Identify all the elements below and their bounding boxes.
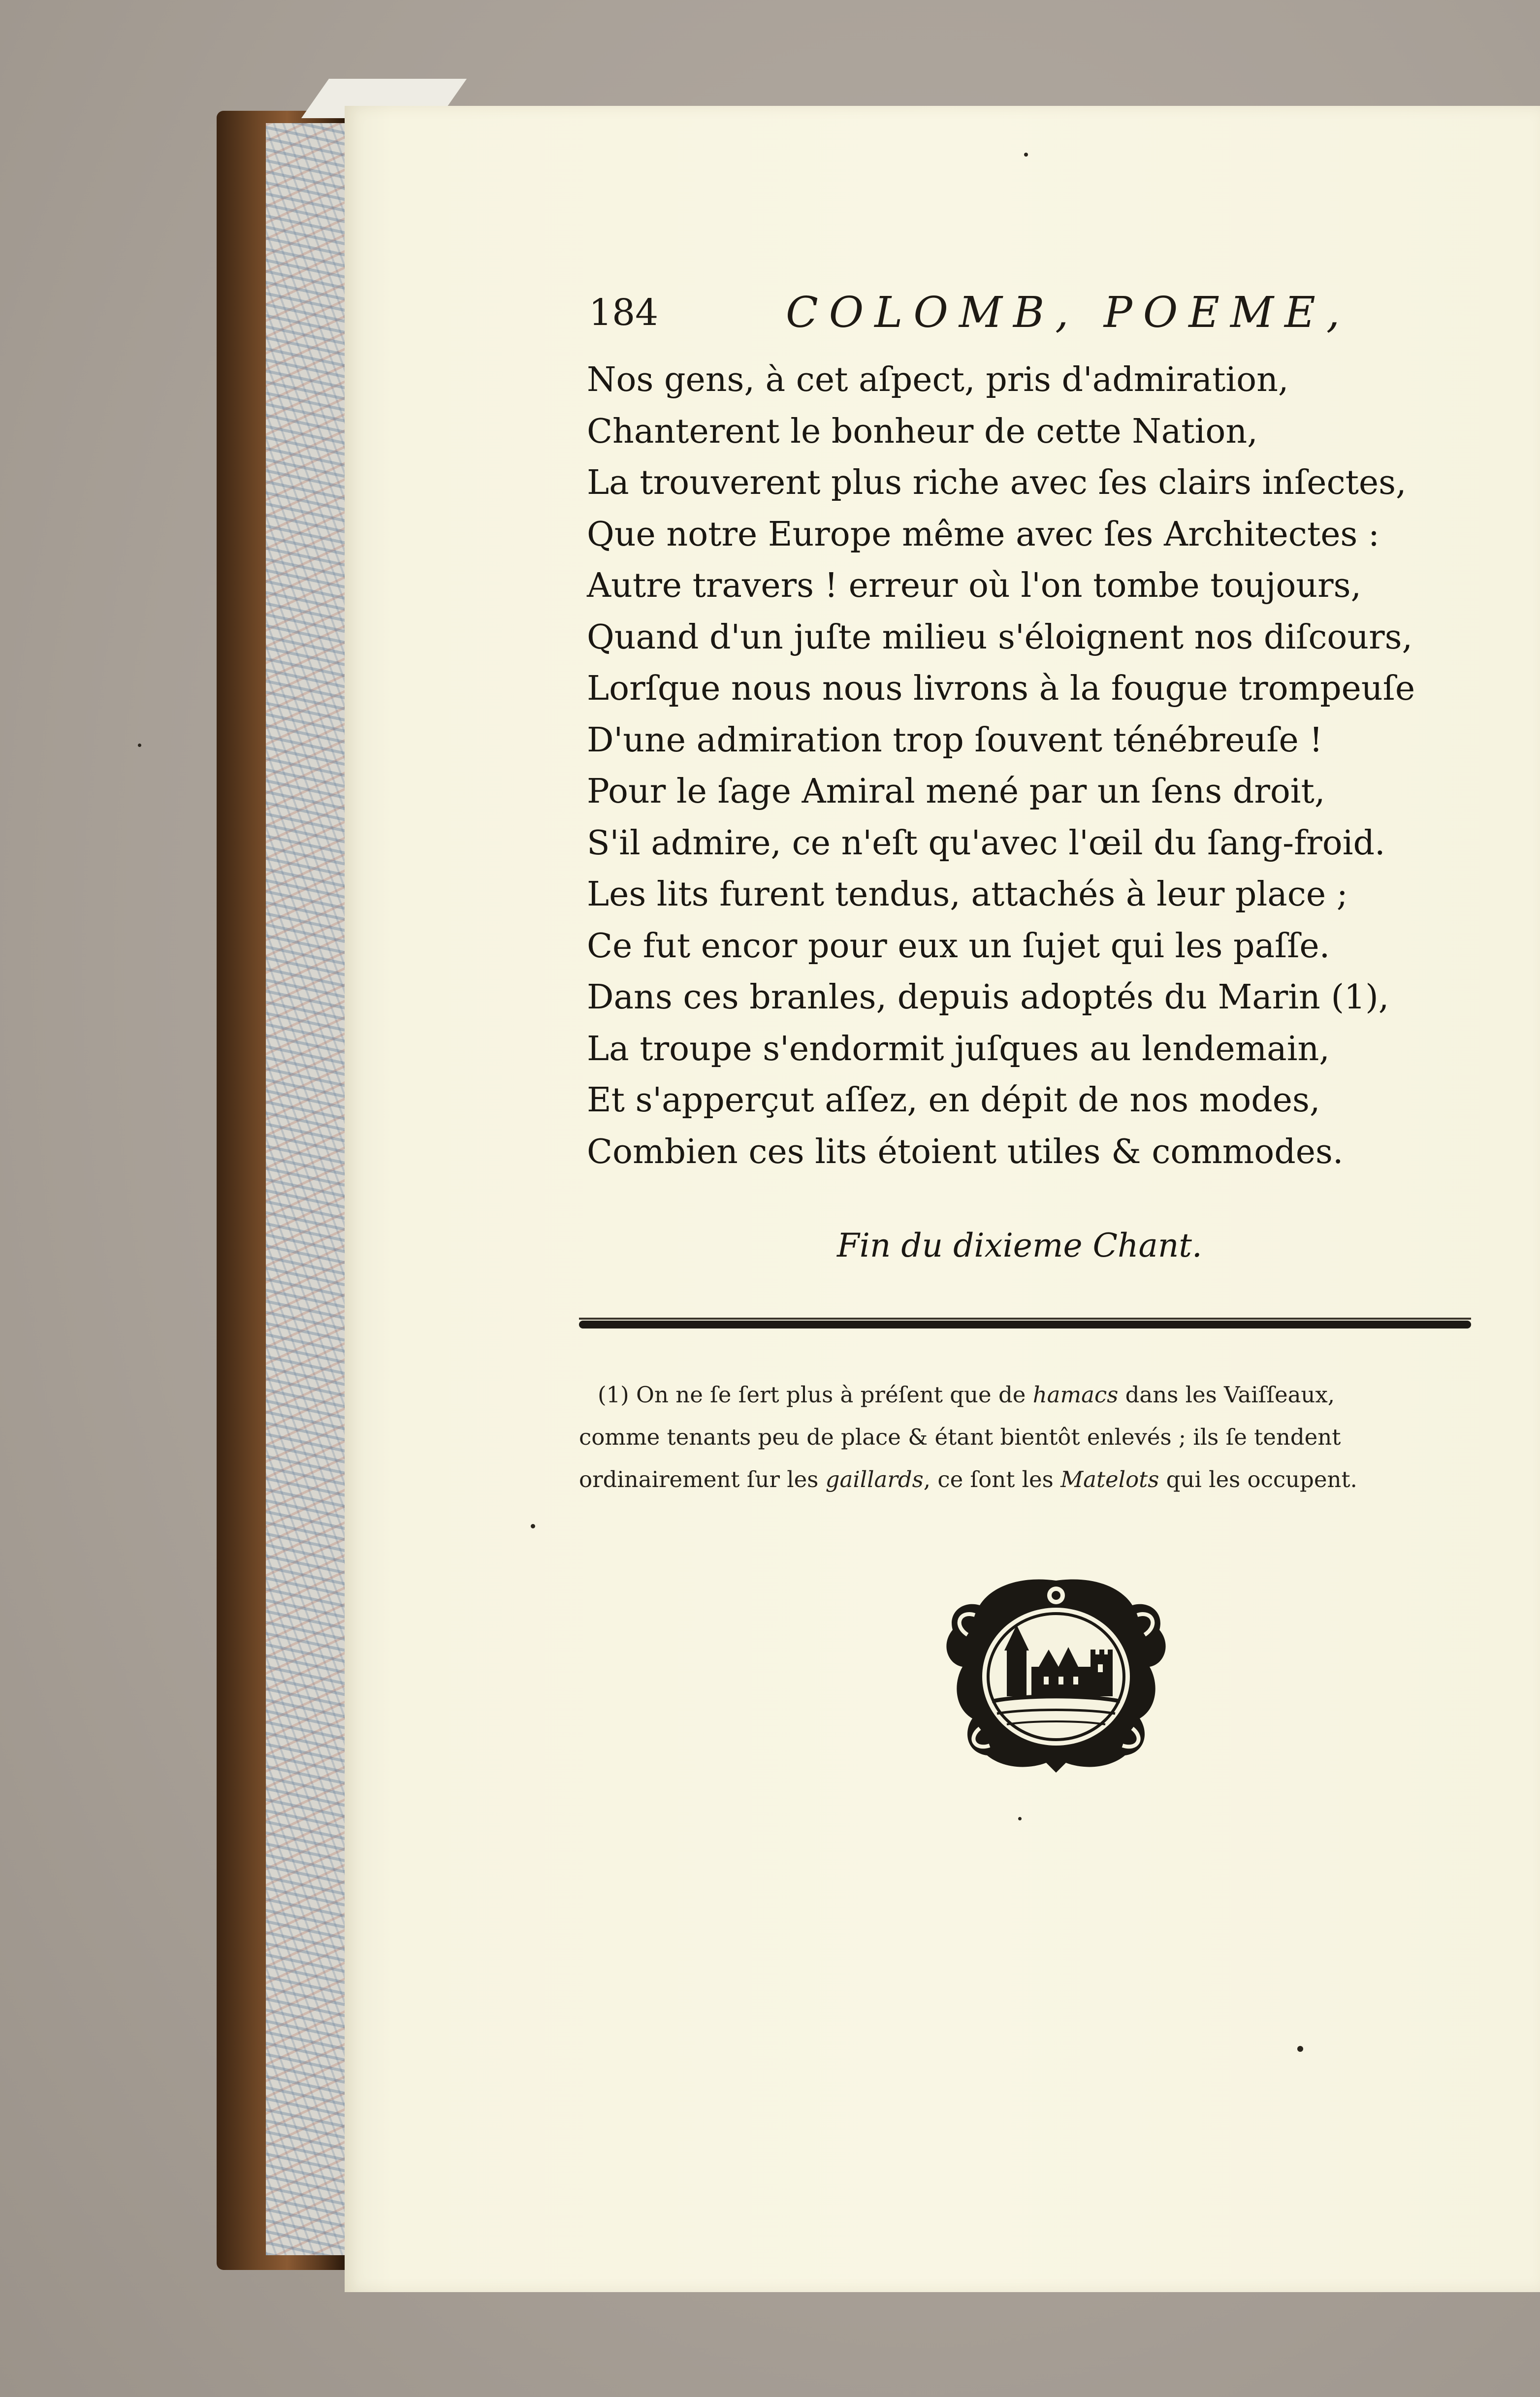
footnote-line	[579, 1374, 1480, 1416]
verse-line: La trouverent plus riche avec ſes clairs inſectes,	[587, 463, 1407, 502]
verse-line: Autre travers ! erreur où l'on tombe toujours,	[587, 566, 1362, 605]
ink-speck	[138, 744, 141, 747]
verse-line: Lorſque nous nous livrons à la fougue trompeuſe	[587, 669, 1415, 708]
verse-block	[587, 355, 1473, 1178]
verse-line: Combien ces lits étoient utiles & commodes.	[587, 1132, 1344, 1171]
running-title: COLOMB, POEME,	[786, 288, 1351, 337]
verse-line: Pour le ſage Amiral mené par un ſens droit,	[587, 772, 1325, 811]
verse-line: Ce fut encor pour eux un ſujet qui les paſſe.	[587, 926, 1330, 966]
verse-line: Et s'apperçut aſſez, en dépit de nos modes,	[587, 1081, 1320, 1120]
verse-line: D'une admiration trop ſouvent ténébreuſe !	[587, 720, 1323, 760]
chant-end-caption: Fin du dixieme Chant.	[837, 1227, 1202, 1264]
rule-divider-thin	[579, 1318, 1471, 1320]
rule-divider	[579, 1321, 1471, 1328]
verse-line: Chanterent le bonheur de cette Nation,	[587, 412, 1258, 451]
ink-speck	[1018, 1817, 1022, 1820]
footnote	[579, 1374, 1480, 1501]
ink-speck	[1024, 153, 1028, 157]
verse-line: Les lits furent tendus, attachés à leur place ;	[587, 875, 1348, 914]
page-number: 184	[589, 292, 659, 334]
footnote-text: ordinairement ſur les	[579, 1466, 826, 1492]
ink-speck	[531, 1524, 535, 1528]
marbled-page-edges	[266, 123, 350, 2255]
footnote-text: dans les Vaiſſeaux,	[1118, 1382, 1335, 1408]
footnote-text: , ce ſont les	[923, 1466, 1061, 1492]
ink-speck	[1297, 2046, 1303, 2052]
footnote-emphasis: gaillards	[825, 1466, 924, 1492]
running-header	[589, 286, 1465, 340]
verse-line: S'il admire, ce n'eſt qu'avec l'œil du ſang-froid.	[587, 823, 1385, 863]
footnote-line: comme tenants peu de place & étant bientôt enlevés ; ils ſe tendent	[579, 1424, 1341, 1450]
castle-vignette-ornament	[933, 1566, 1179, 1782]
footnote-text: (1) On ne ſe ſert plus à préſent que de	[598, 1382, 1033, 1408]
verse-line: Que notre Europe même avec ſes Architectes :	[587, 515, 1380, 554]
footnote-emphasis: hamacs	[1032, 1382, 1119, 1408]
verse-line: Dans ces branles, depuis adoptés du Marin (1),	[587, 978, 1389, 1017]
verse-line: Quand d'un juſte milieu s'éloignent nos diſcours,	[587, 617, 1413, 657]
footnote-emphasis: Matelots	[1060, 1466, 1159, 1492]
footnote-line	[579, 1458, 1480, 1501]
verse-line: La troupe s'endormit juſques au lendemain,	[587, 1029, 1330, 1069]
footnote-text: qui les occupent.	[1159, 1466, 1357, 1492]
verse-line: Nos gens, à cet aſpect, pris d'admiration,	[587, 360, 1289, 399]
